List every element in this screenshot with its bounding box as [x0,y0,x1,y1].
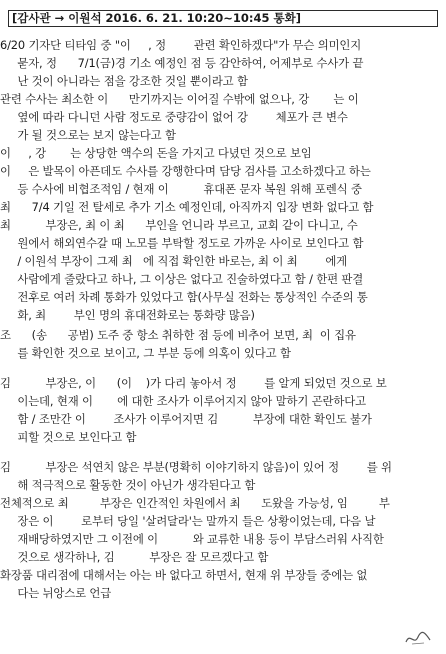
text-line: 이는데, 현재 이 에 대한 조사가 이루어지지 않아 말하기 곤란하다고 [0,394,366,408]
text-line: 등 수사에 비협조적임 / 현재 이 휴대폰 문자 복원 위해 포렌식 중 [0,182,362,196]
text-line: 전후로 여러 차례 통화가 있었다고 함(사무실 전화는 통상적인 수준의 통 [0,290,368,304]
text-line: 전체적으로 최 부장은 인간적인 차원에서 최 도왔을 가능성, 임 부 [0,496,390,510]
signature-mark [402,628,434,648]
text-line: 해 적극적으로 활동한 것이 아닌가 생각된다고 함 [0,478,256,492]
text-line: 조 (송 공범) 도주 중 항소 취하한 점 등에 비추어 보면, 최 이 집유 [0,328,356,342]
text-line: 최 부장은, 최 이 최 부인을 언니라 부르고, 교회 같이 다니고, 수 [0,218,358,232]
text-line: 관련 수사는 최소한 이 만기까지는 이어질 수밖에 없으나, 강 는 이 [0,92,359,106]
text-line: 옆에 따라 다니던 사람 정도로 중량감이 없어 강 체포가 큰 변수 [0,110,348,124]
text-line: 함 / 조만간 이 조사가 이루어지면 김 부장에 대한 확인도 불가 [0,412,372,426]
text-line: / 이원석 부장이 그제 최 에 직접 확인한 바로는, 최 이 최 에게 [0,254,348,268]
text-line: 화장품 대리점에 대해서는 아는 바 없다고 하면서, 현재 위 부장들 중에는 없 [0,568,368,582]
text-line: 난 것이 아니라는 점을 강조한 것일 뿐이라고 함 [0,74,248,88]
text-line: 재배당하였지만 그 이전에 이 와 교류한 내용 등이 부담스러워 사직한 [0,532,384,546]
text-line: 6/20 기자단 티타임 중 "이 , 정 관련 확인하겠다"가 무슨 의미인지 [0,38,362,52]
document-header: [감사관 → 이원석 2016. 6. 21. 10:20~10:45 통화] [8,10,438,27]
text-line: 사람에게 줄랐다고 하나, 그 이상은 없다고 진술하였다고 함 / 한편 판결 [0,272,364,286]
text-line: 가 될 것으로는 보지 않는다고 함 [0,128,176,142]
text-line: 김 부장은, 이 (이 )가 다리 놓아서 정 를 알게 되었던 것으로 보 [0,376,387,390]
text-line: 장은 이 로부터 당일 '살려달라'는 말까지 들은 상황이었는데, 다음 날 [0,514,376,528]
text-line: 화, 최 부인 명의 휴대전화로는 통화량 많음) [0,308,255,322]
text-line: 최 7/4 기일 전 탈세로 추가 기소 예정인데, 아직까지 입장 변화 없다고 함 [0,200,374,214]
text-line: 피할 것으로 보인다고 함 [0,430,137,444]
text-line: 를 확인한 것으로 보이고, 그 부분 등에 의혹이 있다고 함 [0,346,291,360]
text-line: 김 부장은 석연치 않은 부분(명확히 이야기하지 않음)이 있어 정 를 위 [0,460,392,474]
text-line: 다는 뉘앙스로 언급 [0,586,112,600]
text-line: 원에서 해외연수갈 때 노모를 부탁할 정도로 가까운 사이로 보인다고 함 [0,236,364,250]
text-line: 이 , 강 는 상당한 액수의 돈을 가지고 다녔던 것으로 보임 [0,146,312,160]
text-line: 것으로 생각하나, 김 부장은 잘 모르겠다고 함 [0,550,269,564]
text-line: 이 은 발목이 아픈데도 수사를 강행한다며 담당 검사를 고소하겠다고 하는 [0,164,371,178]
text-line: 묻자, 정 7/1(금)경 기소 예정인 점 등 감안하여, 어제부로 수사가 끝 [0,56,364,70]
